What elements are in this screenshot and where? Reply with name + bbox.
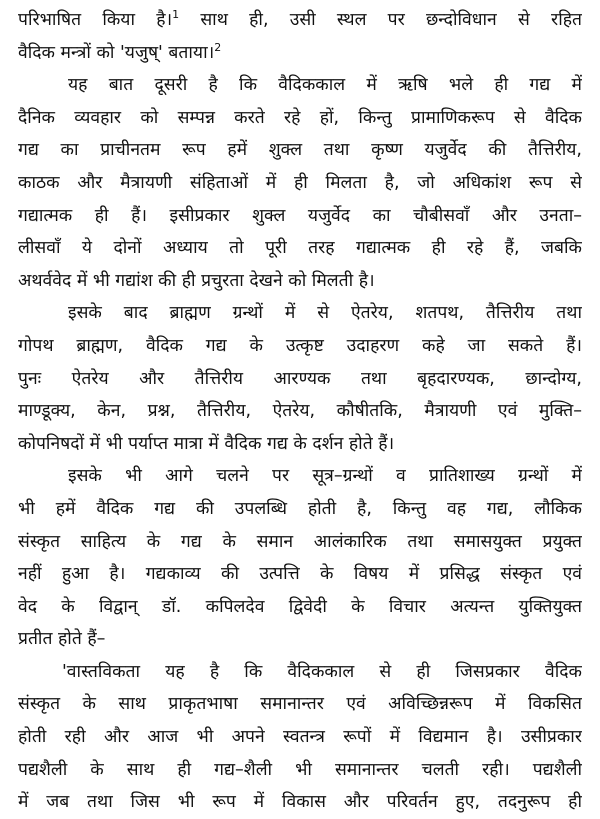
text-line: वेद के विद्वान् डॉ. कपिलदेव द्विवेदी के विचार अत्यन्त युक्तियुक्त <box>18 596 582 617</box>
text-line: संस्कृत के साथ प्राकृतभाषा समानान्तर एवं अविच्छिन्नरूप में विकसित <box>18 694 582 715</box>
document-page <box>18 4 582 819</box>
line-text: वैदिक मन्त्रों को 'यजुष्' बताया। <box>18 42 215 63</box>
quote-first-line: 'वास्तविकता यह है कि वैदिककाल से ही जिसप्रकार वैदिक <box>62 661 582 682</box>
line-text: परिभाषित किया है। <box>18 10 173 30</box>
text-line: गोपथ ब्राह्मण, वैदिक गद्य के उत्कृष्ट उदाहरण कहे जा सकते हैं। <box>18 335 582 356</box>
text-line: पुनः ऐतरेय और तैत्तिरीय आरण्यक तथा बृहदारण्यक, छान्दोग्य, <box>18 368 582 389</box>
text-line: कोपनिषदों में भी पर्याप्त मात्रा में वैदिक गद्य के दर्शन होते हैं। <box>18 433 395 454</box>
text-line: दैनिक व्यवहार को सम्पन्न करते रहे हों, किन्तु प्रामाणिकरूप से वैदिक <box>18 107 582 128</box>
text-line: होती रही और आज भी अपने स्वतन्त्र रूपों में विद्यमान है। उसीप्रकार <box>18 727 582 748</box>
text-line: काठक और मैत्रायणी संहिताओं में ही मिलता है, जो अधिकांश रूप से <box>18 172 582 193</box>
text-line: लीसवाँ ये दोनों अध्याय तो पूरी तरह गद्यात्मक ही रहे हैं, जबकि <box>18 238 582 259</box>
text-line: में जब तथा जिस भी रूप में विकास और परिवर्तन हुए, तदनुरूप ही <box>18 792 582 813</box>
footnote-marker: 1 <box>172 8 180 22</box>
paragraph-first-line: इसके बाद ब्राह्मण ग्रन्थों में से ऐतरेय, शतपथ, तैत्तिरीय तथा <box>68 303 582 324</box>
text-line <box>18 4 582 37</box>
text-line: पद्यशैली के साथ ही गद्य–शैली भी समानान्तर चलती रही। पद्यशैली <box>18 759 582 780</box>
paragraph-first-line: यह बात दूसरी है कि वैदिककाल में ऋषि भले ही गद्य में <box>68 75 582 96</box>
text-line <box>18 37 582 70</box>
line-text-cont: साथ ही, उसी स्थल पर छन्दोविधान से रहित <box>179 10 582 30</box>
text-line: गद्य का प्राचीनतम रूप हमें शुक्ल तथा कृष्ण यजुर्वेद की तैत्तिरीय, <box>18 140 582 161</box>
text-line: अथर्ववेद में भी गद्यांश की ही प्रचुरता देखने को मिलती है। <box>18 270 375 291</box>
text-line: माण्डूक्य, केन, प्रश्न, तैत्तिरीय, ऐतरेय, कौषीतकि, मैत्रायणी एवं मुक्ति– <box>18 401 582 422</box>
text-line: नहीं हुआ है। गद्यकाव्य की उत्पत्ति के विषय में प्रसिद्ध संस्कृत एवं <box>18 564 582 585</box>
text-line: प्रतीत होते हैं– <box>18 629 106 650</box>
text-line: संस्कृत साहित्य के गद्य के समान आलंकारिक तथा समासयुक्त प्रयुक्त <box>18 531 582 552</box>
footnote-marker: 2 <box>214 40 222 54</box>
text-line: भी हमें वैदिक गद्य की उपलब्धि होती है, किन्तु वह गद्य, लौकिक <box>18 498 582 519</box>
text-line: गद्यात्मक ही हैं। इसीप्रकार शुक्ल यजुर्वेद का चौबीसवाँ और उनता– <box>18 205 582 226</box>
paragraph-first-line: इसके भी आगे चलने पर सूत्र–ग्रन्थों व प्रातिशाख्य ग्रन्थों में <box>68 466 582 487</box>
